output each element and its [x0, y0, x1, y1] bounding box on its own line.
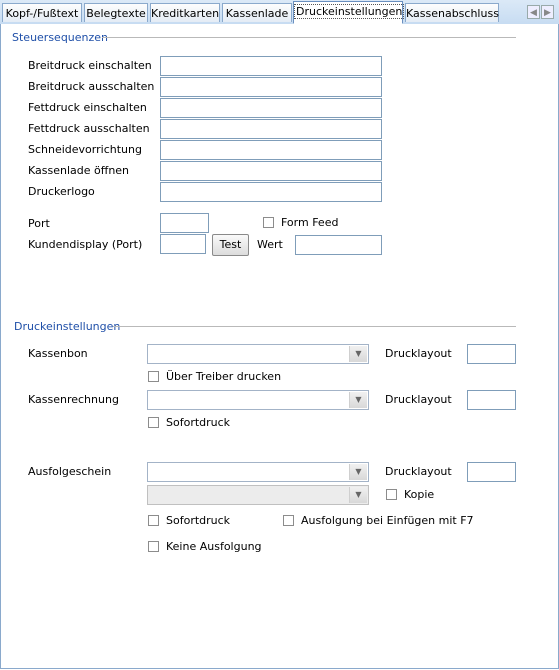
- druckerlogo-label: Druckerlogo: [28, 185, 95, 198]
- ueber-treiber-label: Über Treiber drucken: [166, 370, 282, 383]
- chevron-down-icon[interactable]: ▼: [349, 392, 367, 408]
- ausfolgeschein-dropdown[interactable]: [147, 462, 369, 482]
- fettdruck-aus-label: Fettdruck ausschalten: [28, 122, 150, 135]
- tab-label: Kassenlade: [225, 7, 289, 20]
- port-input[interactable]: [160, 213, 209, 233]
- keine-ausfolgung-checkbox[interactable]: [148, 541, 159, 552]
- kassenrechnung-drucklayout-label: Drucklayout: [385, 393, 452, 406]
- schneidevorrichtung-label: Schneidevorrichtung: [28, 143, 142, 156]
- kassenrechnung-label: Kassenrechnung: [28, 393, 119, 406]
- tab-kassenabschluss[interactable]: [405, 3, 499, 22]
- wert-input[interactable]: [295, 235, 382, 255]
- schneidevorrichtung-input[interactable]: [160, 140, 382, 160]
- kassenbon-dropdown[interactable]: [147, 344, 369, 364]
- kassenrechnung-dropdown[interactable]: [147, 390, 369, 410]
- ausfolgeschein-drucklayout-label: Drucklayout: [385, 465, 452, 478]
- tab-label: Druckeinstellungen: [296, 5, 403, 18]
- breitdruck-aus-label: Breitdruck ausschalten: [28, 80, 155, 93]
- kopie-checkbox[interactable]: [386, 489, 397, 500]
- kassenrechnung-sofortdruck-checkbox[interactable]: [148, 417, 159, 428]
- tab-belegtexte[interactable]: [84, 3, 148, 22]
- kassenbon-drucklayout-input[interactable]: [467, 344, 516, 364]
- steuersequenzen-title: Steuersequenzen: [12, 31, 109, 44]
- test-button[interactable]: Test: [212, 234, 249, 256]
- ausfolgeschein-sofortdruck-checkbox[interactable]: [148, 515, 159, 526]
- druckerlogo-input[interactable]: [160, 182, 382, 202]
- kassenrechnung-drucklayout-input[interactable]: [467, 390, 516, 410]
- fettdruck-ein-label: Fettdruck einschalten: [28, 101, 147, 114]
- breitdruck-ein-input[interactable]: [160, 56, 382, 76]
- ueber-treiber-checkbox[interactable]: [148, 371, 159, 382]
- ausfolgung-f7-checkbox[interactable]: [283, 515, 294, 526]
- tab-label: Kreditkarten: [151, 7, 220, 20]
- kassenlade-oeffnen-input[interactable]: [160, 161, 382, 181]
- tab-label: Belegtexte: [86, 7, 146, 20]
- kassenrechnung-sofortdruck-label: Sofortdruck: [166, 416, 231, 429]
- port-label: Port: [28, 217, 50, 230]
- form-feed-label: Form Feed: [281, 216, 339, 229]
- form-feed-checkbox[interactable]: [263, 217, 274, 228]
- wert-label: Wert: [257, 238, 283, 251]
- breitdruck-aus-input[interactable]: [160, 77, 382, 97]
- kundendisplay-port-input[interactable]: [160, 234, 206, 254]
- tab-kopf-fusstext[interactable]: [2, 3, 82, 22]
- kassenbon-label: Kassenbon: [28, 347, 88, 360]
- tab-bar: [0, 0, 559, 25]
- ausfolgeschein-label: Ausfolgeschein: [28, 465, 112, 478]
- tab-druckeinstellungen[interactable]: [293, 1, 403, 24]
- tab-kreditkarten[interactable]: [150, 3, 220, 22]
- druckeinstellungen-title: Druckeinstellungen: [14, 320, 121, 333]
- ausfolgeschein-sub-dropdown: [147, 485, 369, 505]
- druckeinstellungen-divider: [113, 326, 516, 327]
- chevron-down-icon: ▼: [349, 487, 367, 503]
- tab-label: Kopf-/Fußtext: [5, 7, 79, 20]
- chevron-down-icon[interactable]: ▼: [349, 464, 367, 480]
- fettdruck-aus-input[interactable]: [160, 119, 382, 139]
- keine-ausfolgung-label: Keine Ausfolgung: [166, 540, 262, 553]
- ausfolgeschein-drucklayout-input[interactable]: [467, 462, 516, 482]
- kundendisplay-label: Kundendisplay (Port): [28, 238, 143, 251]
- steuersequenzen-divider: [102, 37, 516, 38]
- ausfolgung-f7-label: Ausfolgung bei Einfügen mit F7: [301, 514, 474, 527]
- tab-label: Kassenabschluss: [406, 7, 499, 20]
- kopie-label: Kopie: [404, 488, 435, 501]
- tab-scroll-right-icon[interactable]: ▶: [541, 5, 554, 19]
- fettdruck-ein-input[interactable]: [160, 98, 382, 118]
- ausfolgeschein-sofortdruck-label: Sofortdruck: [166, 514, 231, 527]
- tab-kassenlade[interactable]: [222, 3, 292, 22]
- tab-scroll-left-icon[interactable]: ◀: [527, 5, 540, 19]
- breitdruck-ein-label: Breitdruck einschalten: [28, 59, 152, 72]
- kassenlade-oeffnen-label: Kassenlade öffnen: [28, 164, 130, 177]
- chevron-down-icon[interactable]: ▼: [349, 346, 367, 362]
- kassenbon-drucklayout-label: Drucklayout: [385, 347, 452, 360]
